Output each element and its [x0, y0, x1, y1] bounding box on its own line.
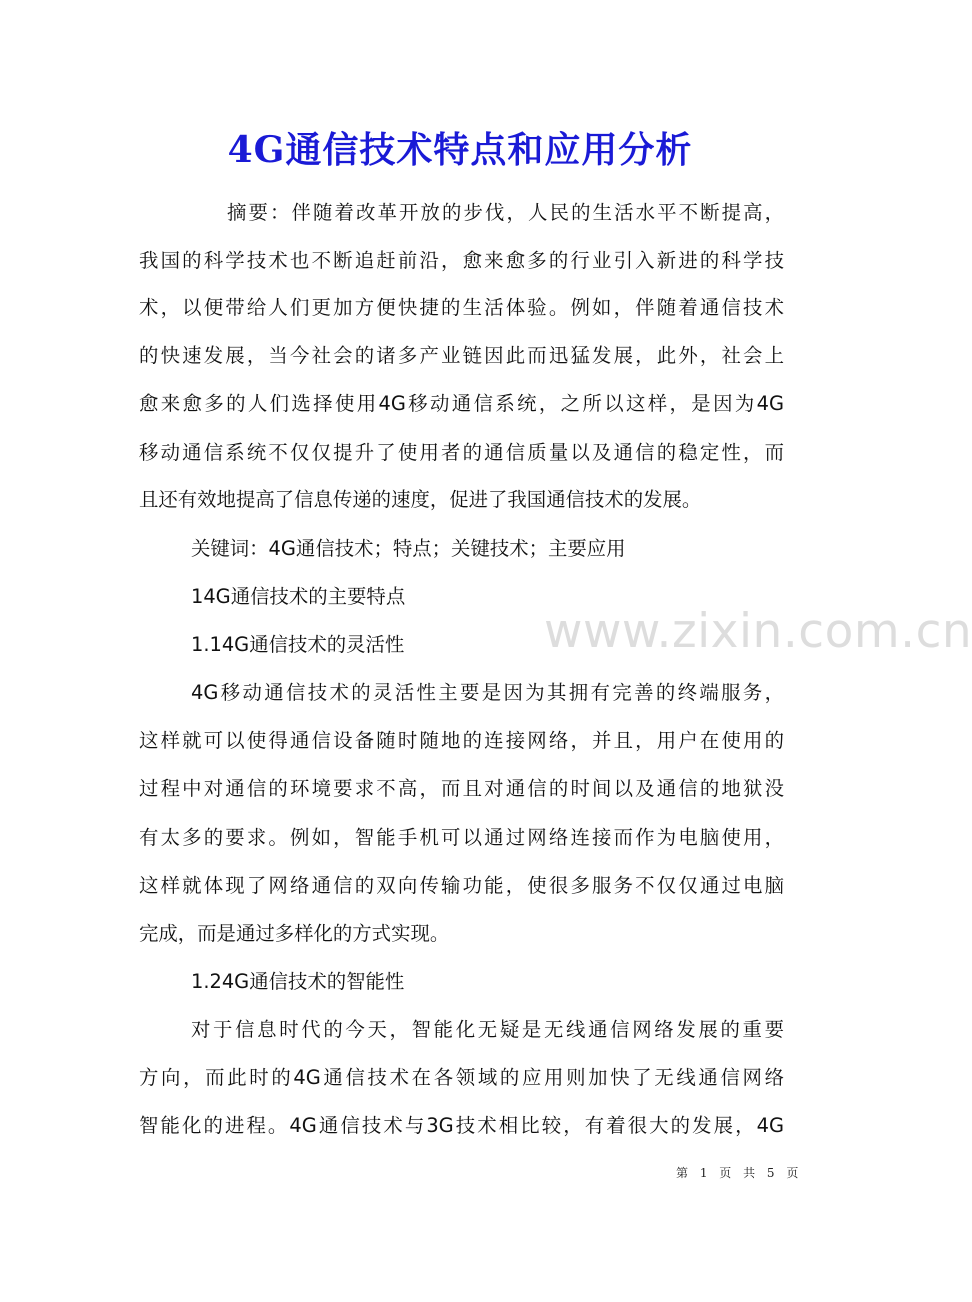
subsection-heading-1-1: 1.14G通信技术的灵活性: [191, 633, 405, 656]
watermark: www.zixin.com.cn: [544, 604, 972, 659]
paragraph-line: 这样就可以使得通信设备随时随地的连接网络，并且，用户在使用的: [139, 729, 784, 752]
abstract-line-7: 且还有效地提高了信息传递的速度，促进了我国通信技术的发展。: [139, 488, 702, 511]
paragraph-line: 对于信息时代的今天，智能化无疑是无线通信网络发展的重要: [191, 1018, 784, 1041]
paragraph-line: 过程中对通信的环境要求不高，而且对通信的时间以及通信的地狱没: [139, 777, 784, 800]
subsection-heading-1-2: 1.24G通信技术的智能性: [191, 970, 405, 993]
paragraph-line: 4G移动通信技术的灵活性主要是因为其拥有完善的终端服务，: [191, 681, 784, 704]
document-title: 4G通信技术特点和应用分析: [227, 129, 693, 171]
abstract-line-4: 的快速发展，当今社会的诸多产业链因此而迅猛发展，此外，社会上: [139, 344, 784, 367]
abstract-line-1: 摘要：伴随着改革开放的步伐，人民的生活水平不断提高，: [227, 201, 784, 224]
abstract-line-2: 我国的科学技术也不断追赶前沿，愈来愈多的行业引入新进的科学技: [139, 249, 784, 272]
paragraph-line: 智能化的进程。4G通信技术与3G技术相比较，有着很大的发展，4G: [139, 1114, 784, 1137]
keywords-line: 关键词：4G通信技术；特点；关键技术；主要应用: [191, 537, 626, 560]
paragraph-line: 有太多的要求。例如，智能手机可以通过网络连接而作为电脑使用，: [139, 826, 784, 849]
section-heading-1: 14G通信技术的主要特点: [191, 585, 406, 608]
abstract-line-6: 移动通信系统不仅仅提升了使用者的通信质量以及通信的稳定性，而: [139, 441, 784, 464]
paragraph-line: 方向，而此时的4G通信技术在各领域的应用则加快了无线通信网络: [139, 1066, 784, 1089]
page-footer: 第 1 页 共 5 页: [676, 1166, 803, 1180]
abstract-line-5: 愈来愈多的人们选择使用4G移动通信系统，之所以这样，是因为4G: [139, 392, 784, 415]
abstract-line-3: 术，以便带给人们更加方便快捷的生活体验。例如，伴随着通信技术: [139, 296, 784, 319]
paragraph-line: 完成，而是通过多样化的方式实现。: [139, 922, 450, 945]
paragraph-line: 这样就体现了网络通信的双向传输功能，使很多服务不仅仅通过电脑: [139, 874, 784, 897]
